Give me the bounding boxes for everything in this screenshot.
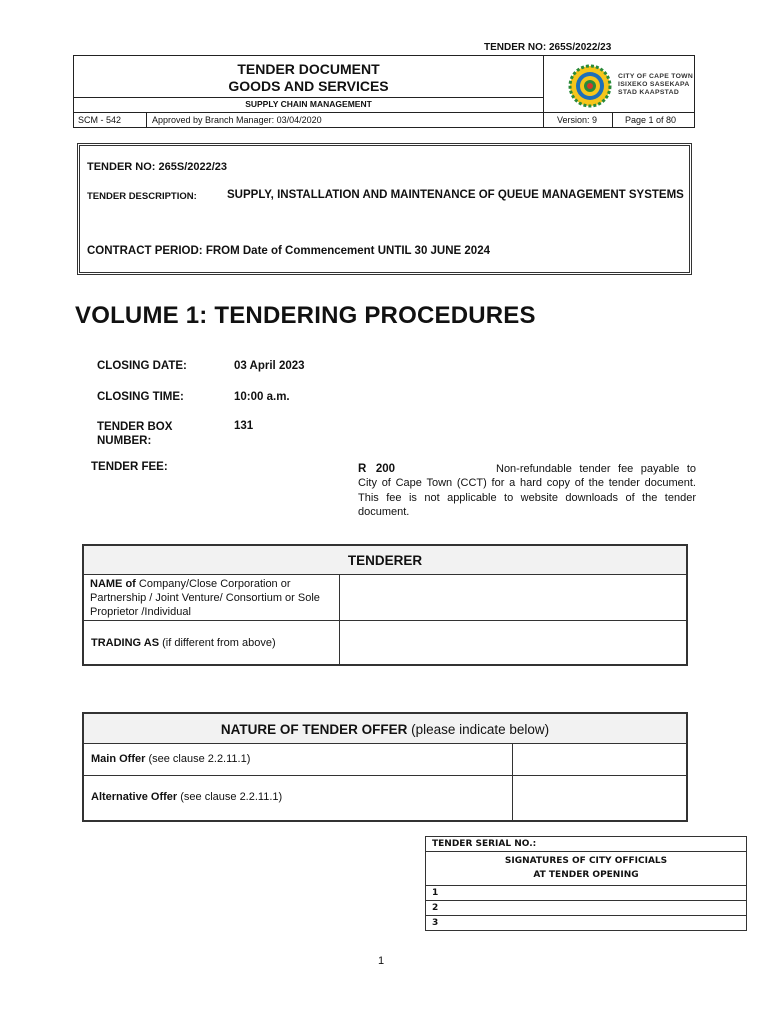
tender-serial-table — [425, 836, 747, 931]
closing-date-label: CLOSING DATE: — [97, 360, 187, 372]
header-subtitle: SUPPLY CHAIN MANAGEMENT — [245, 99, 372, 109]
logo-line: ISIXEKO SASEKAPA — [618, 81, 690, 88]
tender-serial-label: TENDER SERIAL NO.: — [426, 837, 746, 852]
contract-period: CONTRACT PERIOD: FROM Date of Commencement UNTIL 30 JUNE 2024 — [87, 245, 490, 257]
alt-offer-rest: (see clause 2.2.11.1) — [177, 791, 283, 803]
header-divider — [543, 55, 544, 128]
scm-code: SCM - 542 — [78, 115, 122, 125]
closing-date-value: 03 April 2023 — [234, 360, 305, 372]
city-logo-text — [618, 73, 693, 97]
page-number: 1 — [378, 955, 385, 967]
tenderer-heading: TENDERER — [84, 546, 686, 575]
tender-fee-description — [358, 462, 696, 519]
name-label-cell — [84, 575, 339, 621]
closing-time-label: CLOSING TIME: — [97, 391, 184, 403]
name-label-rest: Company/Close Corporation or Partnership / Joint Venture/ Consortium or Sole Proprietor /Individual — [90, 578, 320, 618]
trading-as-bold: TRADING AS — [91, 637, 160, 649]
header-divider — [146, 112, 147, 128]
tender-fee-text: Non-refundable tender fee payable to City of Cape Town (CCT) for a hard copy of the tender document. This fee is not applicable to website downloads of the tender document. — [358, 463, 696, 518]
nature-heading — [84, 714, 686, 744]
table-divider — [84, 620, 686, 621]
alternative-offer-checkbox[interactable] — [513, 776, 685, 819]
header-tender-number: TENDER NO: 265S/2022/23 — [484, 42, 612, 53]
city-logo-icon — [568, 64, 612, 108]
tender-fee-amount: R 200 — [358, 463, 396, 475]
tender-description-label: TENDER DESCRIPTION: — [87, 191, 197, 202]
trading-as-label — [91, 637, 276, 649]
main-offer-rest: (see clause 2.2.11.1) — [145, 753, 251, 765]
nature-heading-bold: NATURE OF TENDER OFFER — [220, 722, 408, 737]
signatures-heading — [426, 852, 746, 886]
closing-time-value: 10:00 a.m. — [234, 391, 290, 403]
header-divider — [73, 97, 544, 98]
version-label: Version: 9 — [557, 115, 598, 125]
volume-title: VOLUME 1: TENDERING PROCEDURES — [75, 302, 536, 329]
nature-heading-rest: (please indicate below) — [407, 722, 550, 737]
header-divider — [73, 112, 695, 113]
alternative-offer-label — [91, 791, 282, 803]
tender-fee-label: TENDER FEE: — [91, 461, 168, 473]
trading-as-rest: (if different from above) — [159, 637, 276, 649]
main-offer-checkbox[interactable] — [513, 745, 685, 774]
signature-row[interactable]: 2 — [426, 901, 746, 916]
main-offer-bold: Main Offer — [91, 753, 146, 765]
signatures-line2: AT TENDER OPENING — [533, 870, 639, 880]
tender-box-value: 131 — [234, 420, 254, 432]
approval-note: Approved by Branch Manager: 03/04/2020 — [152, 115, 322, 125]
signature-row[interactable]: 3 — [432, 918, 439, 928]
signature-row[interactable]: 1 — [426, 886, 746, 901]
name-label-bold: NAME of — [90, 578, 136, 590]
logo-line: CITY OF CAPE TOWN — [618, 73, 694, 80]
signatures-line1: SIGNATURES OF CITY OFFICIALS — [504, 856, 668, 866]
tender-box-label: TENDER BOX NUMBER: — [97, 421, 173, 447]
header-divider — [612, 112, 613, 128]
header-title-line1: TENDER DOCUMENT — [237, 61, 380, 77]
page-count: Page 1 of 80 — [625, 115, 677, 125]
trading-as-field[interactable] — [340, 622, 685, 663]
company-name-field[interactable] — [340, 576, 685, 619]
logo-line: STAD KAAPSTAD — [618, 89, 680, 96]
tender-description: SUPPLY, INSTALLATION AND MAINTENANCE OF QUEUE MANAGEMENT SYSTEMS — [227, 189, 684, 201]
header-title — [73, 55, 544, 97]
main-offer-label — [91, 753, 250, 765]
alt-offer-bold: Alternative Offer — [91, 791, 178, 803]
tender-number: TENDER NO: 265S/2022/23 — [87, 161, 228, 173]
header-title-line2: GOODS AND SERVICES — [228, 78, 389, 94]
